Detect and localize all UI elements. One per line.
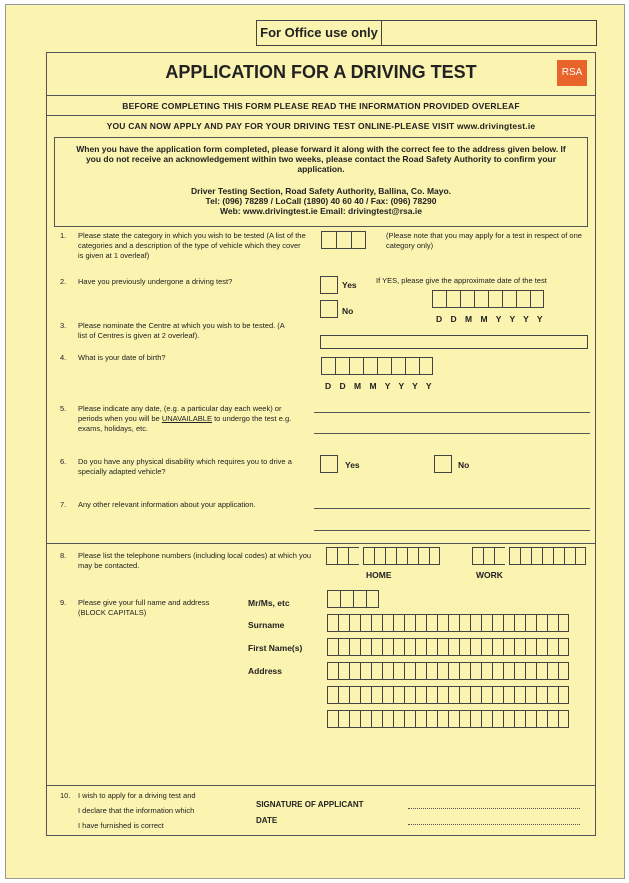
char-box[interactable] [349,686,360,704]
char-box[interactable] [547,686,558,704]
char-box[interactable] [448,614,459,632]
unavailable-dates-line-1[interactable] [314,412,590,413]
char-box[interactable] [415,638,426,656]
divider [46,115,596,116]
char-box[interactable] [514,662,525,680]
q8-text: Please list the telephone numbers (including local codes) at which you may be contacted. [78,551,312,570]
char-box[interactable] [404,686,415,704]
char-box[interactable] [481,710,492,728]
char-box[interactable] [547,614,558,632]
work-phone-boxes[interactable] [472,547,586,565]
surname-label: Surname [248,620,285,630]
char-box[interactable] [536,686,547,704]
char-box[interactable] [503,638,514,656]
char-box[interactable] [371,614,382,632]
char-box[interactable] [349,357,363,375]
char-box[interactable] [525,614,536,632]
q2-ifyes-text: If YES, please give the approximate date of the test [376,276,547,285]
char-box[interactable] [536,710,547,728]
char-box[interactable] [470,686,481,704]
char-box[interactable] [327,638,338,656]
char-box[interactable] [460,290,474,308]
char-box[interactable] [564,547,575,565]
q7-text: Any other relevant information about your application. [78,500,256,509]
char-box[interactable] [492,710,503,728]
char-box[interactable] [558,614,569,632]
first-name-boxes[interactable] [327,638,569,656]
char-box[interactable] [426,638,437,656]
divider [46,543,596,544]
char-box[interactable] [338,614,349,632]
char-box[interactable] [514,614,525,632]
char-box[interactable] [575,547,586,565]
char-box[interactable] [371,638,382,656]
char-box[interactable] [459,662,470,680]
char-box[interactable] [360,686,371,704]
char-box[interactable] [481,686,492,704]
char-box[interactable] [470,614,481,632]
dob-format: D D M M Y Y Y Y [325,381,435,391]
char-box[interactable] [492,686,503,704]
q6-no-label: No [458,460,470,470]
web-text: Web: www.drivingtest.ie Email: drivingtest@rsa.ie [220,206,422,216]
char-box[interactable] [481,662,492,680]
char-box[interactable] [326,547,337,565]
char-box[interactable] [351,231,366,249]
char-box[interactable] [327,662,338,680]
char-box[interactable] [437,662,448,680]
char-box[interactable] [459,710,470,728]
char-box[interactable] [377,357,391,375]
q2-yes-checkbox[interactable] [320,276,338,294]
q5-number: 5. [60,404,67,413]
char-box[interactable] [536,638,547,656]
char-box[interactable] [382,686,393,704]
char-box[interactable] [327,614,338,632]
other-info-line-1[interactable] [314,508,590,509]
q4-text: What is your date of birth? [78,353,166,362]
char-box[interactable] [437,614,448,632]
char-box[interactable] [349,710,360,728]
q6-yes-checkbox[interactable] [320,455,338,473]
char-box[interactable] [503,686,514,704]
char-box[interactable] [558,638,569,656]
char-box[interactable] [437,638,448,656]
char-box[interactable] [426,614,437,632]
char-box[interactable] [348,547,359,565]
char-box[interactable] [558,662,569,680]
address-label: Address [248,666,283,676]
char-box[interactable] [547,710,558,728]
char-box[interactable] [404,710,415,728]
char-box[interactable] [530,290,544,308]
char-box[interactable] [360,662,371,680]
char-box[interactable] [393,710,404,728]
char-box[interactable] [415,662,426,680]
q1-text: Please state the category in which you wish to be tested (A list of the categories and a description of the type of vehicle which they cover is given at 1 overleaf) [78,231,306,260]
char-box[interactable] [349,638,360,656]
char-box[interactable] [382,710,393,728]
q2-number: 2. [60,277,67,286]
char-box[interactable] [382,638,393,656]
char-box[interactable] [419,357,433,375]
char-box[interactable] [415,686,426,704]
char-box[interactable] [338,686,349,704]
char-box[interactable] [371,710,382,728]
char-box[interactable] [448,662,459,680]
q6-no-checkbox[interactable] [434,455,452,473]
address-boxes-line-2[interactable] [327,686,569,704]
char-box[interactable] [426,686,437,704]
char-box[interactable] [338,638,349,656]
address-boxes-line-1[interactable] [327,662,569,680]
char-box[interactable] [525,662,536,680]
office-use-label: For Office use only [256,20,382,46]
char-box[interactable] [531,547,542,565]
char-box[interactable] [371,662,382,680]
instructions-text: When you have the application form completed, please forward it along with the correct fee to the address given below. If you do not receive an acknowledgement within two weeks, please contact the Road Safety Authority to confirm your application. [76,144,566,174]
char-box[interactable] [516,290,530,308]
char-box[interactable] [338,662,349,680]
char-box[interactable] [374,547,385,565]
q7-number: 7. [60,500,67,509]
banner-read-overleaf: BEFORE COMPLETING THIS FORM PLEASE READ THE INFORMATION PROVIDED OVERLEAF [122,101,520,111]
char-box[interactable] [481,614,492,632]
char-box[interactable] [366,590,379,608]
q2-no-checkbox[interactable] [320,300,338,318]
char-box[interactable] [448,686,459,704]
char-box[interactable] [459,638,470,656]
char-box[interactable] [353,590,366,608]
char-box[interactable] [481,638,492,656]
instructions-box [54,137,588,227]
char-box[interactable] [321,357,335,375]
char-box[interactable] [492,614,503,632]
char-box[interactable] [514,686,525,704]
char-box[interactable] [393,686,404,704]
char-box[interactable] [488,290,502,308]
char-box[interactable] [470,638,481,656]
q9-text: Please give your full name and address (BLOCK CAPITALS) [78,598,210,617]
char-box[interactable] [547,662,558,680]
q10-number: 10. [60,791,71,800]
char-box[interactable] [502,290,516,308]
q9-number: 9. [60,598,67,607]
char-box[interactable] [407,547,418,565]
char-box[interactable] [470,662,481,680]
q3-text: Please nominate the Centre at which you wish to be tested. (A list of Centres is given at 2 overleaf). [78,321,285,340]
divider [46,95,596,96]
char-box[interactable] [483,547,494,565]
char-box[interactable] [503,662,514,680]
char-box[interactable] [459,686,470,704]
char-box[interactable] [349,614,360,632]
char-box[interactable] [503,614,514,632]
q1-number: 1. [60,231,67,240]
q5-text-b: to undergo the test e.g. exams, holidays, etc. [78,414,292,433]
prev-test-date-boxes[interactable] [432,290,544,308]
test-centre-field[interactable] [320,335,588,349]
char-box[interactable] [426,662,437,680]
q10-line-3: I have furnished is correct [78,821,164,830]
q2-no-label: No [342,306,354,316]
char-box[interactable] [336,231,351,249]
char-box[interactable] [448,638,459,656]
char-box[interactable] [514,638,525,656]
char-box[interactable] [437,686,448,704]
char-box[interactable] [360,710,371,728]
char-box[interactable] [382,662,393,680]
char-box[interactable] [558,710,569,728]
other-info-line-2[interactable] [314,530,590,531]
address-text: Driver Testing Section, Road Safety Authority, Ballina, Co. Mayo. [190,186,452,196]
char-box[interactable] [360,614,371,632]
char-box[interactable] [472,547,483,565]
char-box[interactable] [404,638,415,656]
char-box[interactable] [385,547,396,565]
q2-text: Have you previously undergone a driving test? [78,277,233,286]
char-box[interactable] [492,638,503,656]
title-label: Mr/Ms, etc [248,598,290,608]
char-box[interactable] [363,357,377,375]
char-box[interactable] [371,686,382,704]
signature-line[interactable] [408,808,580,809]
char-box[interactable] [418,547,429,565]
char-box[interactable] [321,231,336,249]
char-box[interactable] [525,710,536,728]
q10-line-2: I declare that the information which [78,806,195,815]
q2-yes-label: Yes [342,280,357,290]
char-box[interactable] [429,547,440,565]
q3-number: 3. [60,321,67,330]
char-box[interactable] [338,710,349,728]
char-box[interactable] [405,357,419,375]
date-label: DATE [256,816,278,825]
char-box[interactable] [470,710,481,728]
q4-number: 4. [60,353,67,362]
char-box[interactable] [503,710,514,728]
char-box[interactable] [337,547,348,565]
office-use-field[interactable] [380,20,597,46]
signature-label: SIGNATURE OF APPLICANT [256,800,364,809]
char-box[interactable] [360,638,371,656]
char-box[interactable] [558,686,569,704]
char-box[interactable] [426,710,437,728]
form-title: APPLICATION FOR A DRIVING TEST [165,62,477,82]
char-box[interactable] [446,290,460,308]
char-box[interactable] [474,290,488,308]
category-boxes[interactable] [321,231,366,249]
title-boxes[interactable] [327,590,379,608]
prev-test-date-format: D D M M Y Y Y Y [436,314,546,324]
char-box[interactable] [404,614,415,632]
divider [46,785,596,786]
q8-number: 8. [60,551,67,560]
char-box[interactable] [459,614,470,632]
char-box[interactable] [536,662,547,680]
banner-apply-online: YOU CAN NOW APPLY AND PAY FOR YOUR DRIVING TEST ONLINE-PLEASE VISIT www.drivingtest.ie [106,121,536,131]
home-label: HOME [366,570,392,580]
char-box[interactable] [404,662,415,680]
char-box[interactable] [393,614,404,632]
q10-line-1: I wish to apply for a driving test and [78,791,196,800]
char-box[interactable] [547,638,558,656]
char-box[interactable] [393,638,404,656]
char-box[interactable] [327,710,338,728]
dob-boxes[interactable] [321,357,433,375]
char-box[interactable] [391,357,405,375]
phone-text: Tel: (096) 78289 / LoCall (1890) 40 60 40 / Fax: (096) 78290 [205,196,437,206]
char-box[interactable] [542,547,553,565]
char-box[interactable] [448,710,459,728]
char-box[interactable] [520,547,531,565]
q5-text [78,404,308,434]
char-box[interactable] [340,590,353,608]
char-box[interactable] [553,547,564,565]
char-box[interactable] [349,662,360,680]
q6-text: Do you have any physical disability which requires you to drive a specially adapted vehicle? [78,457,292,476]
char-box[interactable] [494,547,505,565]
date-line[interactable] [408,824,580,825]
char-box[interactable] [536,614,547,632]
char-box[interactable] [492,662,503,680]
char-box[interactable] [335,357,349,375]
char-box[interactable] [525,638,536,656]
char-box[interactable] [415,710,426,728]
char-box[interactable] [363,547,374,565]
char-box[interactable] [525,686,536,704]
char-box[interactable] [396,547,407,565]
char-box[interactable] [393,662,404,680]
q1-note: (Please note that you may apply for a test in respect of one category only) [386,231,582,250]
char-box[interactable] [432,290,446,308]
char-box[interactable] [437,710,448,728]
address-boxes-line-3[interactable] [327,710,569,728]
home-phone-boxes[interactable] [326,547,440,565]
unavailable-dates-line-2[interactable] [314,433,590,434]
q6-number: 6. [60,457,67,466]
char-box[interactable] [327,686,338,704]
q5-text-a: Please indicate any date, (e.g. a particular day each week) or periods when you will be [78,404,282,423]
q6-yes-label: Yes [345,460,360,470]
char-box[interactable] [514,710,525,728]
char-box[interactable] [327,590,340,608]
surname-boxes[interactable] [327,614,569,632]
work-label: WORK [476,570,503,580]
q5-unavailable: UNAVAILABLE [161,414,212,423]
char-box[interactable] [415,614,426,632]
first-name-label: First Name(s) [248,643,303,653]
char-box[interactable] [509,547,520,565]
char-box[interactable] [382,614,393,632]
rsa-logo: RSA [557,60,587,86]
